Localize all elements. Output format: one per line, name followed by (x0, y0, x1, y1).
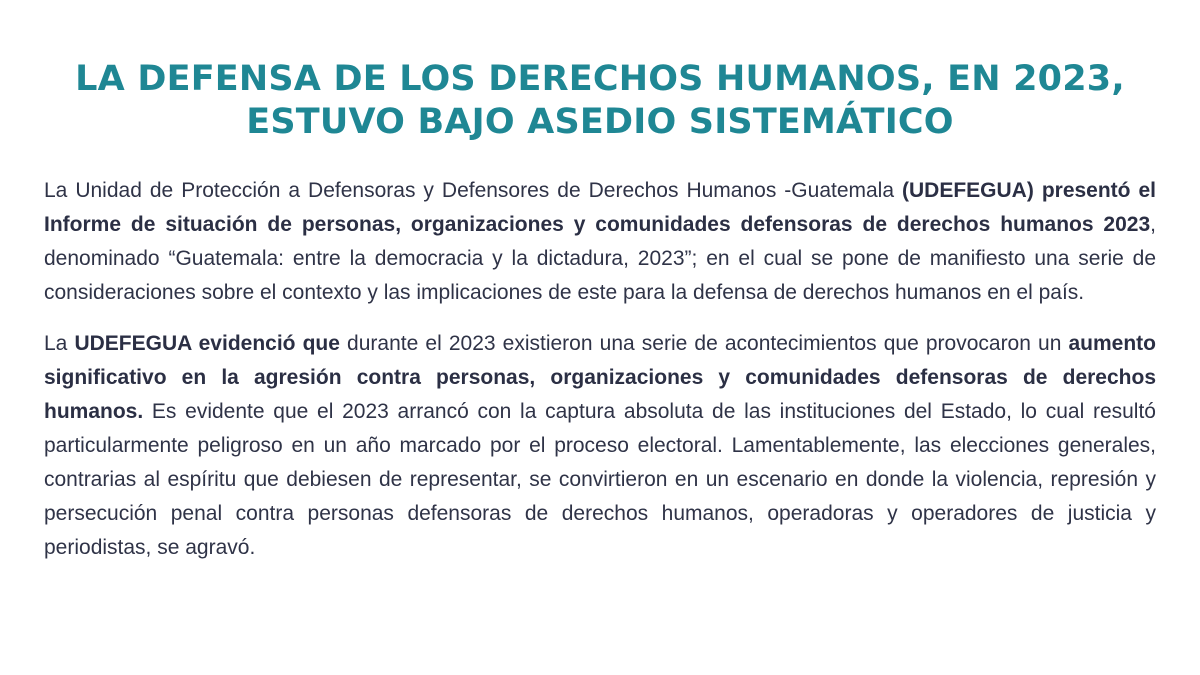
paragraph-2-bold-2: aumento significativo en la agresión contra personas, organizaciones y comunidades defensoras de derechos humanos. (44, 332, 1156, 423)
paragraph-1 (44, 174, 1156, 310)
paragraph-1-text-2: , denominado “Guatemala: entre la democracia y la dictadura, 2023”; en el cual se pone de manifiesto una serie de consideraciones sobre el contexto y las implicaciones de este para la defensa de derechos humanos en el país. (44, 213, 1156, 304)
paragraph-1-text-1: La Unidad de Protección a Defensoras y Defensores de Derechos Humanos -Guatemala (44, 179, 903, 202)
paragraph-2 (44, 327, 1156, 565)
paragraph-2-text-3: Es evidente que el 2023 arrancó con la captura absoluta de las instituciones del Estado, lo cual resultó particularmente peligroso en un año marcado por el proceso electoral. Lamentablemente, las elecciones generales, contrarias al espíritu que debiesen de representar, se convirtieron en un escenario en donde la violencia, represión y persecución penal contra personas defensoras de derechos humanos, operadoras y operadores de justicia y periodistas, se agravó. (44, 400, 1156, 559)
page-title (44, 58, 1156, 144)
paragraph-2-text-2: durante el 2023 existieron una serie de acontecimientos que provocaron un (339, 332, 1069, 355)
title-line-1: LA DEFENSA DE LOS DERECHOS HUMANOS, EN 2023, (75, 59, 1125, 99)
paragraph-2-text-1: La (44, 332, 75, 355)
paragraph-1-bold-1: (UDEFEGUA) presentó el Informe de situación de personas, organizaciones y comunidades defensoras de derechos humanos 2023 (44, 179, 1156, 236)
title-line-2: ESTUVO BAJO ASEDIO SISTEMÁTICO (246, 102, 954, 142)
document-page (44, 58, 1156, 582)
paragraph-2-bold-1: UDEFEGUA evidenció que (74, 332, 340, 355)
